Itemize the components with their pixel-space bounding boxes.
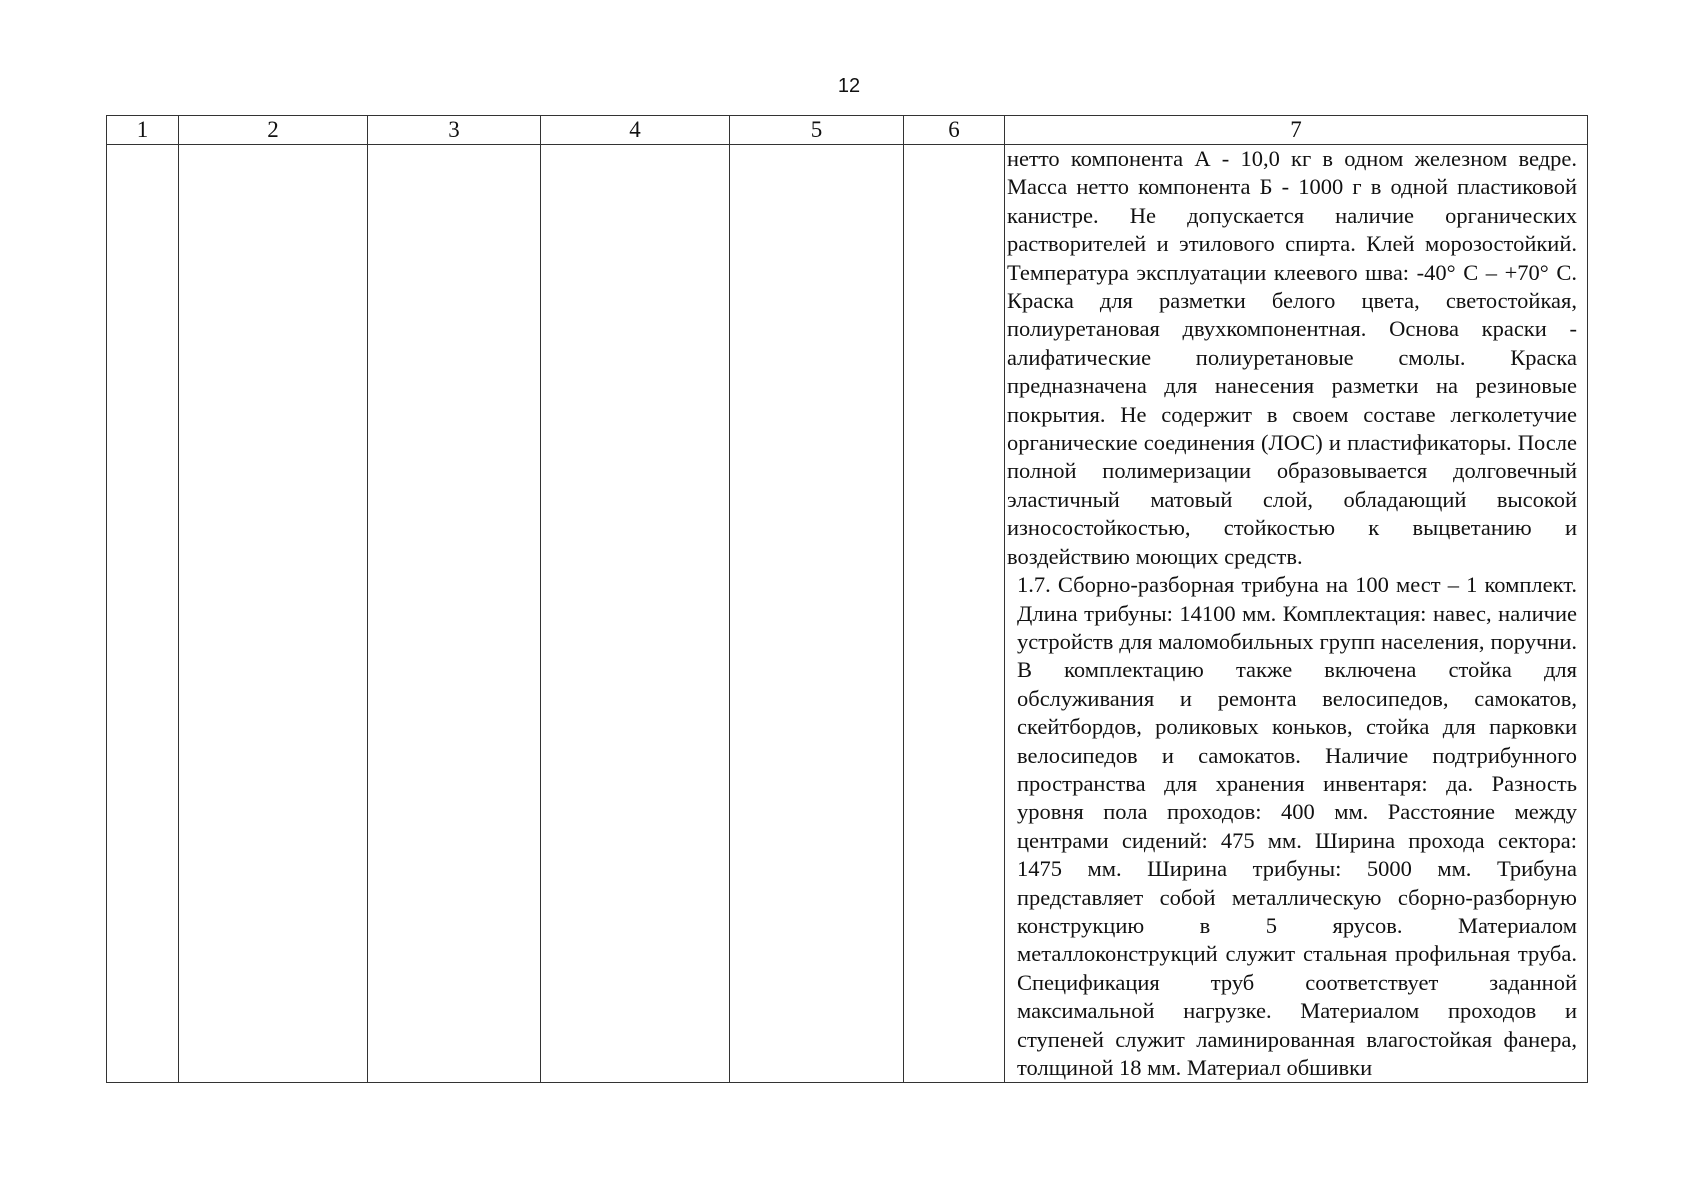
page-number: 12	[837, 75, 861, 97]
column-header-7: 7	[1005, 116, 1588, 145]
table-header-row	[107, 116, 1588, 145]
column-header-6: 6	[904, 116, 1005, 145]
cell-col-7-description	[1005, 145, 1588, 1083]
table-row	[107, 145, 1588, 1083]
column-header-5: 5	[730, 116, 904, 145]
column-header-1: 1	[107, 116, 179, 145]
column-header-4: 4	[541, 116, 730, 145]
column-header-2: 2	[179, 116, 368, 145]
cell-col-1	[107, 145, 179, 1083]
description-paragraph-tribune: 1.7. Сборно-разборная трибуна на 100 мест – 1 комплект. Длина трибуны: 14100 мм. Комплектация: навес, наличие устройств для маломобильных групп населения, поручни. В комплектацию также включена стойка для обслуживания и ремонта велосипедов, самокатов, скейтбордов, роликовых коньков, стойка для парковки велосипедов и самокатов. Наличие подтрибунного пространства для хранения инвентаря: да. Разность уровня пола проходов: 400 мм. Расстояние между центрами сидений: 475 мм. Ширина прохода сектора: 1475 мм. Ширина трибуны: 5000 мм. Трибуна представляет собой металлическую сборно-разборную конструкцию в 5 ярусов. Материалом металлоконструкций служит стальная профильная труба. Спецификация труб соответствует заданной максимальной нагрузке. Материалом проходов и ступеней служит ламинированная влагостойкая фанера, толщиной 18 мм. Материал обшивки	[1017, 572, 1577, 1080]
cell-col-2	[179, 145, 368, 1083]
description-paragraph-glue-paint: нетто компонента А - 10,0 кг в одном железном ведре. Масса нетто компонента Б - 1000 г в одной пластиковой канистре. Не допускается наличие органических растворителей и этилового спирта. Клей морозостойкий. Температура эксплуатации клеевого шва: -40° С – +70° С. Краска для разметки белого цвета, светостойкая, полиуретановая двухкомпонентная. Основа краски - алифатические полиуретановые смолы. Краска предназначена для нанесения разметки на резиновые покрытия. Не содержит в своем составе легколетучие органические соединения (ЛОС) и пластификаторы. После полной полимеризации образовывается долговечный эластичный матовый слой, обладающий высокой износостойкостью, стойкостью к выцветанию и воздействию моющих средств.	[1007, 146, 1577, 569]
cell-col-6	[904, 145, 1005, 1083]
specification-table	[106, 115, 1588, 1083]
cell-col-3	[368, 145, 541, 1083]
cell-col-4	[541, 145, 730, 1083]
column-header-3: 3	[368, 116, 541, 145]
cell-col-5	[730, 145, 904, 1083]
